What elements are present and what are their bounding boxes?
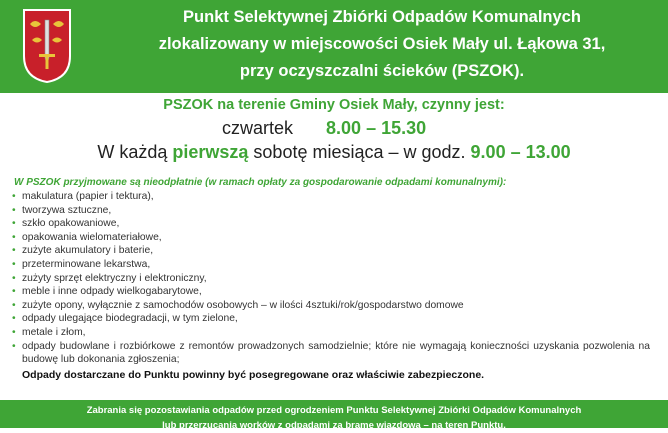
list-item: • opakowania wielomateriałowe, xyxy=(10,231,650,245)
list-item: • przeterminowane lekarstwa, xyxy=(10,258,650,272)
saturday-prefix: W każdą xyxy=(97,142,173,162)
title-line: zlokalizowany w miejscowości Osiek Mały ul. Łąkowa 31, xyxy=(158,35,606,53)
list-item: • szkło opakowaniowe, xyxy=(10,217,650,231)
footer-banner xyxy=(0,400,668,431)
page-title xyxy=(96,4,668,85)
list-item: • metale i złom, xyxy=(10,326,650,340)
accepted-items-list xyxy=(10,190,650,367)
hours-thursday xyxy=(222,118,426,139)
day-label: czwartek xyxy=(222,118,294,138)
title-line: przy oczyszczalni ścieków (PSZOK). xyxy=(239,62,525,80)
segregation-note: Odpady dostarczane do Punktu powinny być posegregowane oraz właściwie zabezpieczone. xyxy=(22,369,485,381)
footer-line: Zabrania się pozostawiania odpadów przed ogrodzeniem Punktu Selektywnej Zbiórki Odpadów Komunalnych xyxy=(86,405,582,416)
title-line: Punkt Selektywnej Zbiórki Odpadów Komunalnych xyxy=(183,8,581,26)
saturday-middle: sobotę miesiąca – w godz. xyxy=(248,142,471,162)
list-item: • odpady budowlane i rozbiórkowe z remontów prowadzonych samodzielnie; które nie wymagają konieczności uzyskania pozwolenia na budowę lub dokonania zgłoszenia; xyxy=(10,340,650,367)
hours-saturday xyxy=(0,142,668,163)
list-item: • odpady ulegające biodegradacji, w tym zielone, xyxy=(10,312,650,326)
list-item: • zużyte akumulatory i baterie, xyxy=(10,244,650,258)
saturday-time: 9.00 – 13.00 xyxy=(470,142,571,162)
list-item: • meble i inne odpady wielkogabarytowe, xyxy=(10,285,650,299)
saturday-highlight: pierwszą xyxy=(172,142,249,162)
hours-heading: PSZOK na terenie Gminy Osiek Mały, czynny jest: xyxy=(163,97,505,113)
list-item: • tworzywa sztuczne, xyxy=(10,204,650,218)
list-item: • zużyte opony, wyłącznie z samochodów osobowych – w ilości 4sztuki/rok/gospodarstwo domowe xyxy=(10,299,650,313)
header-banner xyxy=(0,0,668,93)
day-time: 8.00 – 15.30 xyxy=(326,118,427,138)
footer-warning xyxy=(0,403,668,433)
list-item: • makulatura (papier i tektura), xyxy=(10,190,650,204)
accepted-heading: W PSZOK przyjmowane są nieodpłatnie (w ramach opłaty za gospodarowanie odpadami komunalnymi): xyxy=(14,177,507,188)
coat-of-arms-icon xyxy=(22,8,72,84)
footer-line: lub przerzucania worków z odpadami za bramę wjazdową – na teren Punktu. xyxy=(162,420,506,431)
list-item: • zużyty sprzęt elektryczny i elektroniczny, xyxy=(10,272,650,286)
